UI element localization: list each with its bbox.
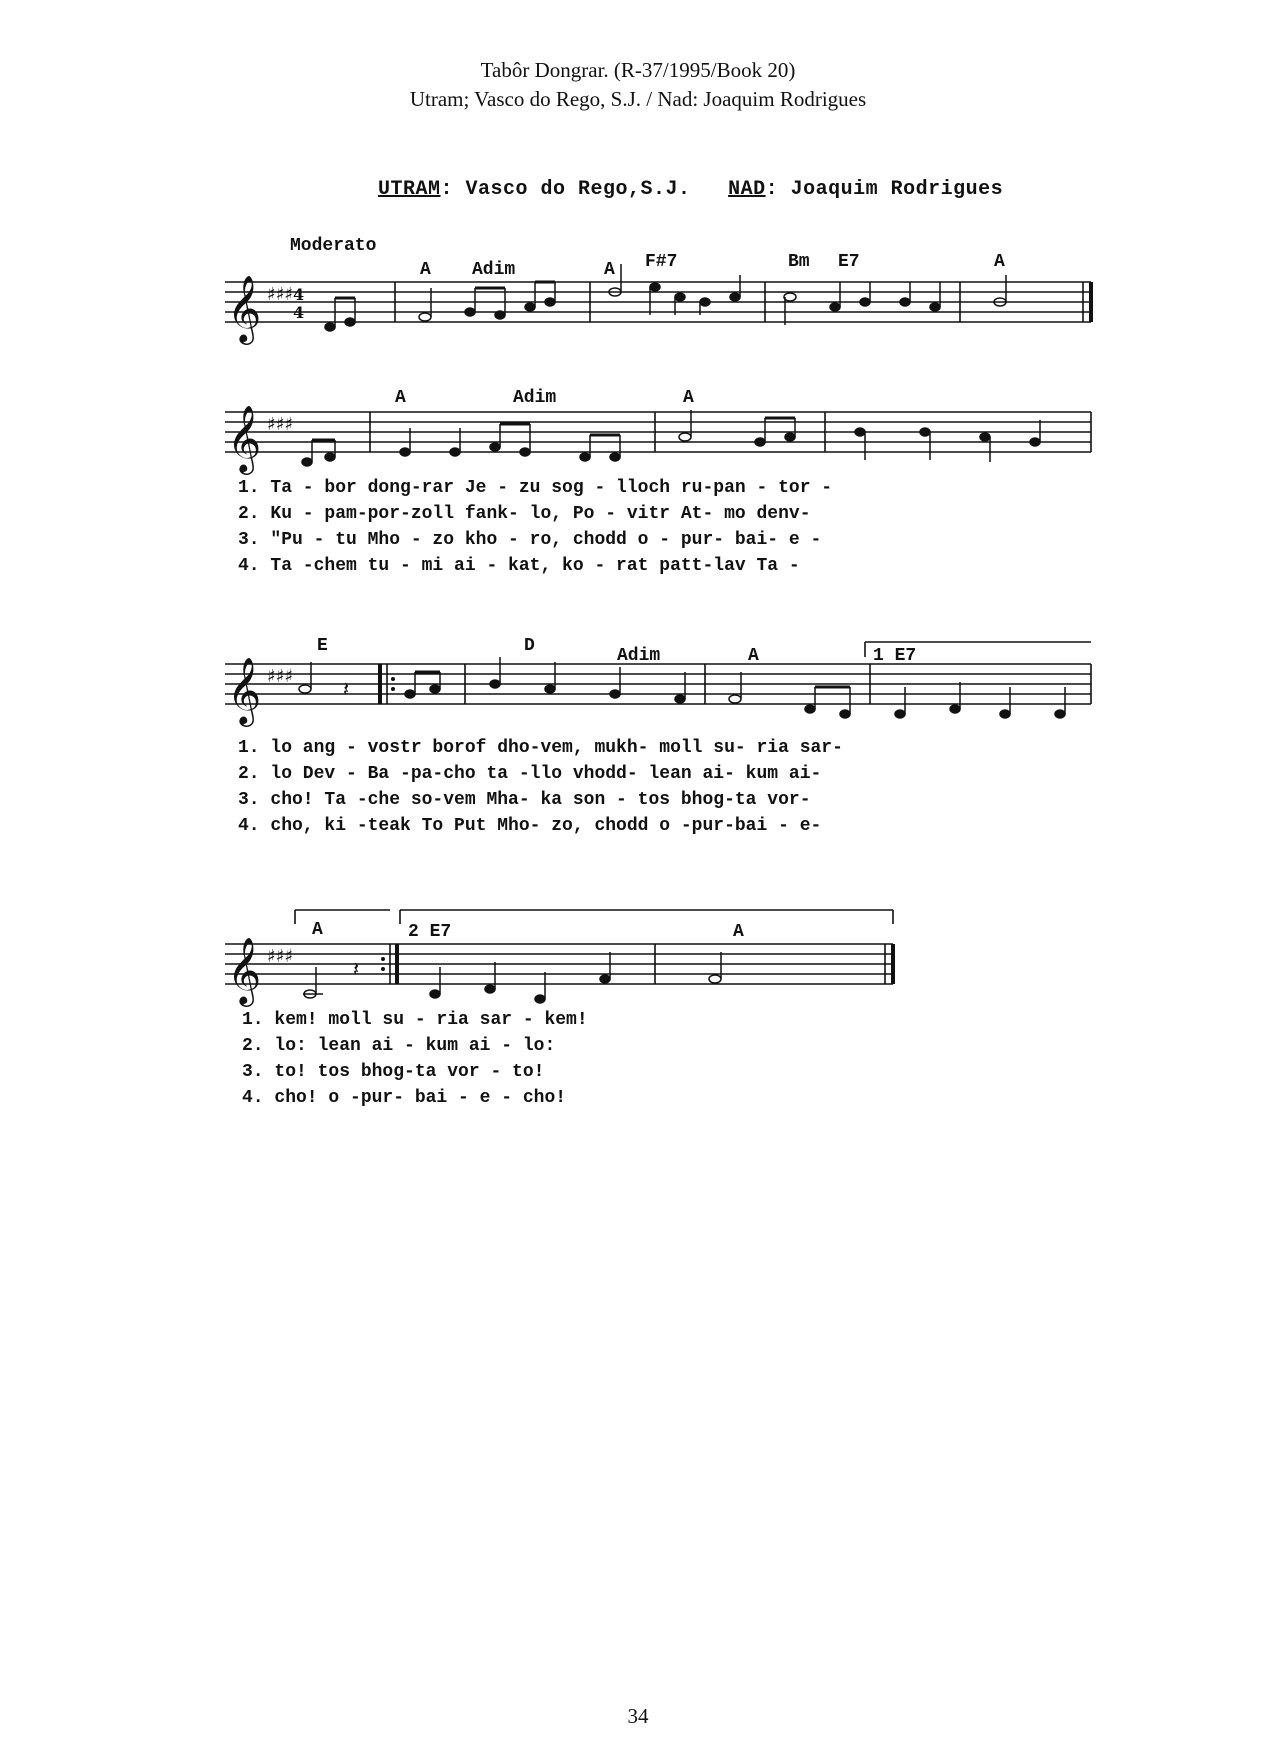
chord-symbol: A (994, 252, 1005, 272)
music-staff (225, 932, 905, 1012)
page-header (0, 56, 1276, 114)
lyric-line: 1. kem! moll su - ria sar - kem! (242, 1010, 588, 1030)
chord-symbol: Adim (513, 388, 557, 408)
chord-symbol: 1 E7 (873, 646, 917, 666)
lyric-line: 1. Ta - bor dong-rar Je - zu sog - lloch ru-pan - tor - (238, 478, 833, 498)
chord-symbol: A (733, 922, 744, 942)
svg-text:♯♯♯: ♯♯♯ (267, 666, 294, 687)
chord-symbol: 2 E7 (408, 922, 452, 942)
lyric-line: 4. cho! o -pur- bai - e - cho! (242, 1088, 567, 1108)
lyric-line: 2. lo Dev - Ba -pa-cho ta -llo vhodd- lean ai- kum ai- (238, 764, 822, 784)
page-number: 34 (627, 1704, 649, 1728)
chord-symbol: A (748, 646, 759, 666)
svg-text:𝄞: 𝄞 (227, 656, 262, 724)
song-credits (378, 178, 1003, 201)
lyric-line: 3. "Pu - tu Mho - zo kho - ro, chodd o - pur- bai- e - (238, 530, 822, 550)
chord-symbol: A (604, 260, 615, 280)
tempo-marking: Moderato (290, 236, 377, 256)
music-staff (225, 652, 1105, 732)
svg-text:𝄽: 𝄽 (343, 677, 350, 701)
nad-label: NAD (728, 178, 766, 201)
chord-symbol: A (683, 388, 694, 408)
svg-text:♯♯♯: ♯♯♯ (267, 284, 294, 305)
svg-text:𝄞: 𝄞 (227, 274, 262, 342)
lyric-line: 1. lo ang - vostr borof dho-vem, mukh- moll su- ria sar- (238, 738, 843, 758)
chord-symbol: Adim (617, 646, 661, 666)
lyric-line: 3. cho! Ta -che so-vem Mha- ka son - tos bhog-ta vor- (238, 790, 811, 810)
chord-symbol: A (420, 260, 431, 280)
chord-symbol: Adim (472, 260, 516, 280)
music-staff (225, 270, 1105, 350)
svg-text:4: 4 (293, 303, 305, 322)
chord-symbol: A (312, 920, 323, 940)
svg-text:𝄽: 𝄽 (353, 957, 360, 981)
chord-symbol: E (317, 636, 328, 656)
utram-label: UTRAM (378, 178, 441, 201)
header-credits: Utram; Vasco do Rego, S.J. / Nad: Joaquim Rodrigues (409, 87, 867, 111)
chord-symbol: D (524, 636, 535, 656)
utram-value: : Vasco do Rego,S.J. (440, 178, 691, 201)
svg-text:𝄞: 𝄞 (227, 404, 262, 472)
header-title: Tabôr Dongrar. (R-37/1995/Book 20) (480, 58, 796, 82)
chord-symbol: E7 (838, 252, 860, 272)
chord-symbol: A (395, 388, 406, 408)
svg-text:𝄞: 𝄞 (227, 936, 262, 1004)
lyric-line: 3. to! tos bhog-ta vor - to! (242, 1062, 545, 1082)
lyric-line: 2. Ku - pam-por-zoll fank- lo, Po - vitr At- mo denv- (238, 504, 811, 524)
svg-text:♯♯♯: ♯♯♯ (267, 414, 294, 435)
nad-value: : Joaquim Rodrigues (765, 178, 1004, 201)
lyric-line: 2. lo: lean ai - kum ai - lo: (242, 1036, 556, 1056)
lyric-line: 4. cho, ki -teak To Put Mho- zo, chodd o -pur-bai - e- (238, 816, 822, 836)
svg-text:4: 4 (293, 285, 305, 304)
lyric-line: 4. Ta -chem tu - mi ai - kat, ko - rat patt-lav Ta - (238, 556, 800, 576)
chord-symbol: F#7 (645, 252, 678, 272)
svg-text:♯♯♯: ♯♯♯ (267, 946, 294, 967)
music-staff (225, 400, 1105, 480)
chord-symbol: Bm (788, 252, 810, 272)
